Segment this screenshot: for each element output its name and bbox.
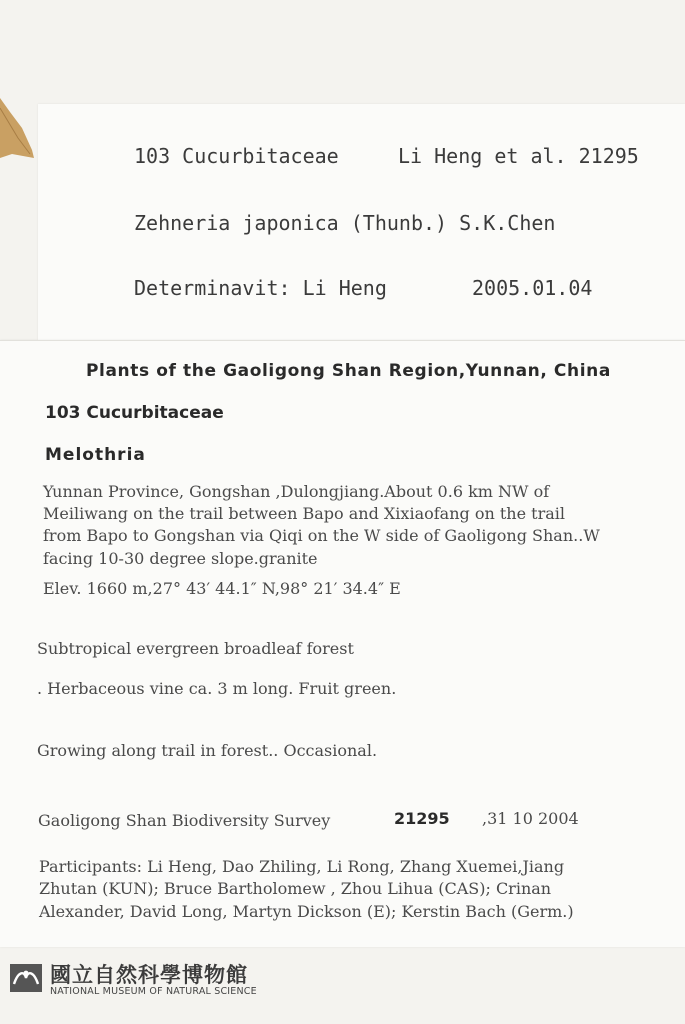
det-taxon: Zehneria japonica (Thunb.) S.K.Chen	[134, 211, 556, 235]
locality-line: from Bapo to Gongshan via Qiqi on the W side of Gaoligong Shan..W	[43, 526, 600, 545]
collection-number: 21295	[394, 809, 450, 828]
det-determinavit: Determinavit: Li Heng	[134, 276, 387, 300]
museum-logo-icon	[10, 964, 42, 992]
participants-line: Zhutan (KUN); Bruce Bartholomew , Zhou Lihua (CAS); Crinan	[39, 879, 552, 898]
locality-line: Meiliwang on the trail between Bapo and Xixiaofang on the trail	[43, 504, 565, 523]
dried-leaf-fragment	[0, 98, 34, 160]
collection-date: ,31 10 2004	[482, 809, 579, 828]
museum-name-english: NATIONAL MUSEUM OF NATURAL SCIENCE	[50, 986, 257, 997]
det-date: 2005.01.04	[472, 276, 593, 300]
participants-line: Alexander, David Long, Martyn Dickson (E); Kerstin Bach (Germ.)	[39, 902, 574, 921]
locality-line: facing 10-30 degree slope.granite	[43, 549, 318, 568]
museum-name-chinese: 國立自然科學博物館	[50, 963, 248, 987]
collection-label	[0, 340, 685, 947]
elevation-coordinates: Elev. 1660 m,27° 43′ 44.1″ N,98° 21′ 34.4″ E	[43, 579, 401, 598]
det-collector-number: Li Heng et al. 21295	[398, 144, 639, 168]
habitat: Subtropical evergreen broadleaf forest	[37, 639, 354, 658]
participants-line: Participants: Li Heng, Dao Zhiling, Li Rong, Zhang Xuemei,Jiang	[39, 857, 565, 876]
label-genus: Melothria	[45, 445, 146, 465]
museum-footer	[10, 962, 310, 1002]
locality-line: Yunnan Province, Gongshan ,Dulongjiang.About 0.6 km NW of	[43, 482, 550, 501]
label-family: 103 Cucurbitaceae	[45, 403, 224, 423]
occurrence: Growing along trail in forest.. Occasional.	[37, 741, 378, 760]
label-header: Plants of the Gaoligong Shan Region,Yunnan, China	[86, 361, 611, 381]
plant-description: . Herbaceous vine ca. 3 m long. Fruit green.	[37, 679, 397, 698]
survey-name: Gaoligong Shan Biodiversity Survey	[38, 811, 331, 830]
determination-label	[38, 104, 685, 340]
det-family: 103 Cucurbitaceae	[134, 144, 339, 168]
